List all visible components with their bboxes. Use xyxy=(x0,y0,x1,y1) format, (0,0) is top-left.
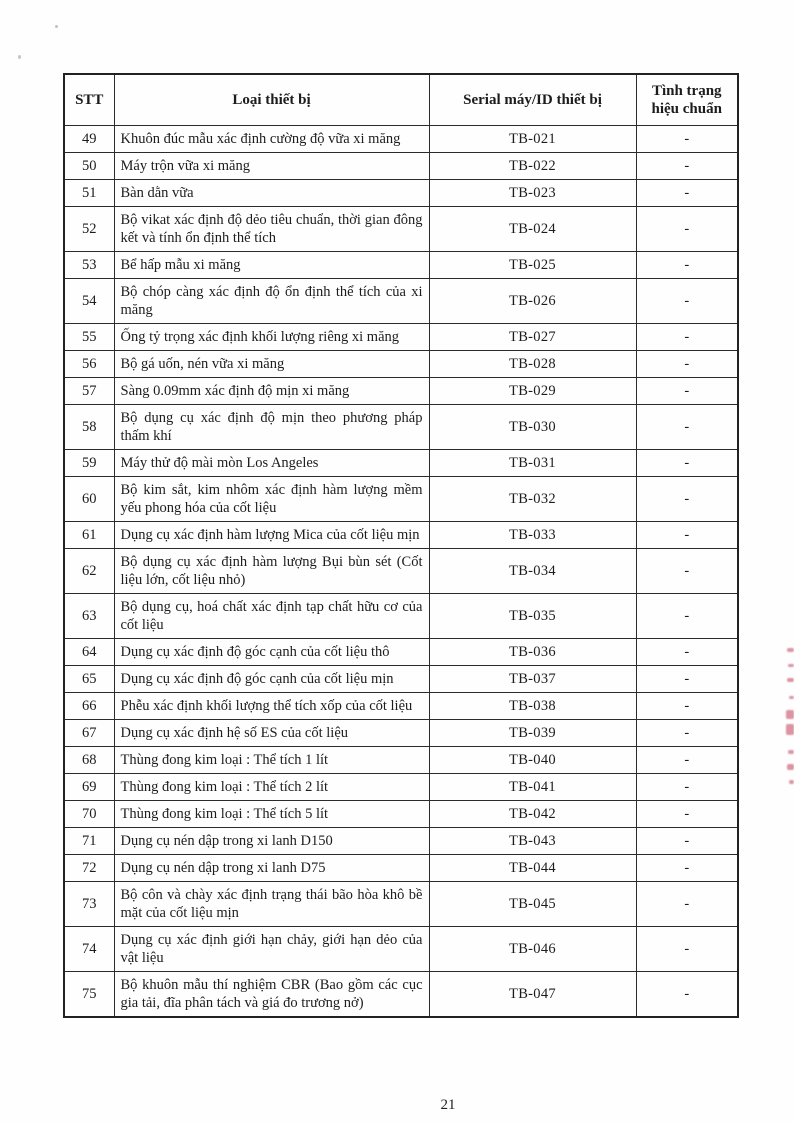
equipment-table xyxy=(63,73,739,1018)
red-ink-mark xyxy=(788,750,794,754)
device-type-cell: Bộ chóp càng xác định độ ổn định thể tích của xi măng xyxy=(114,279,429,324)
col-header-device-type: Loại thiết bị xyxy=(114,74,429,126)
device-type-cell: Dụng cụ xác định độ góc cạnh của cốt liệu mịn xyxy=(114,666,429,693)
red-ink-mark xyxy=(786,710,794,719)
device-type-cell: Dụng cụ xác định độ góc cạnh của cốt liệu thô xyxy=(114,639,429,666)
serial-id-cell: TB-040 xyxy=(429,747,636,774)
device-type-cell: Phễu xác định khối lượng thể tích xốp của cốt liệu xyxy=(114,693,429,720)
table-row xyxy=(64,828,738,855)
table-row xyxy=(64,693,738,720)
serial-id-cell: TB-047 xyxy=(429,972,636,1018)
calibration-status-cell: - xyxy=(636,666,738,693)
table-row xyxy=(64,774,738,801)
calibration-status-cell: - xyxy=(636,477,738,522)
stt-cell: 68 xyxy=(64,747,114,774)
table-row xyxy=(64,351,738,378)
stt-cell: 53 xyxy=(64,252,114,279)
red-ink-mark xyxy=(789,696,794,699)
table-row xyxy=(64,927,738,972)
table-row xyxy=(64,639,738,666)
stt-cell: 52 xyxy=(64,207,114,252)
stt-cell: 73 xyxy=(64,882,114,927)
table-row xyxy=(64,324,738,351)
table-row xyxy=(64,477,738,522)
page-number: 21 xyxy=(440,1097,456,1113)
device-type-cell: Thùng đong kim loại : Thể tích 1 lít xyxy=(114,747,429,774)
scan-speck-artifact xyxy=(55,25,58,28)
calibration-status-cell: - xyxy=(636,972,738,1018)
col-header-calibration-status: Tình trạng hiệu chuẩn xyxy=(636,74,738,126)
serial-id-cell: TB-025 xyxy=(429,252,636,279)
stt-cell: 59 xyxy=(64,450,114,477)
serial-id-cell: TB-044 xyxy=(429,855,636,882)
device-type-cell: Máy thử độ mài mòn Los Angeles xyxy=(114,450,429,477)
stt-cell: 65 xyxy=(64,666,114,693)
stt-cell: 72 xyxy=(64,855,114,882)
stt-cell: 67 xyxy=(64,720,114,747)
table-row xyxy=(64,522,738,549)
serial-id-cell: TB-022 xyxy=(429,153,636,180)
serial-id-cell: TB-023 xyxy=(429,180,636,207)
serial-id-cell: TB-030 xyxy=(429,405,636,450)
serial-id-cell: TB-024 xyxy=(429,207,636,252)
stt-cell: 58 xyxy=(64,405,114,450)
device-type-cell: Dụng cụ nén dập trong xi lanh D75 xyxy=(114,855,429,882)
calibration-status-cell: - xyxy=(636,594,738,639)
calibration-status-cell: - xyxy=(636,378,738,405)
table-row xyxy=(64,972,738,1018)
stt-cell: 70 xyxy=(64,801,114,828)
red-ink-mark xyxy=(786,724,794,735)
device-type-cell: Bàn dằn vữa xyxy=(114,180,429,207)
calibration-status-cell: - xyxy=(636,549,738,594)
stt-cell: 61 xyxy=(64,522,114,549)
table-row xyxy=(64,747,738,774)
device-type-cell: Bộ côn và chày xác định trạng thái bão hòa khô bề mặt của cốt liệu mịn xyxy=(114,882,429,927)
device-type-cell: Ống tỷ trọng xác định khối lượng riêng xi măng xyxy=(114,324,429,351)
device-type-cell: Dụng cụ nén dập trong xi lanh D150 xyxy=(114,828,429,855)
calibration-status-cell: - xyxy=(636,324,738,351)
col-header-serial-id: Serial máy/ID thiết bị xyxy=(429,74,636,126)
table-row xyxy=(64,801,738,828)
calibration-status-cell: - xyxy=(636,828,738,855)
serial-id-cell: TB-028 xyxy=(429,351,636,378)
table-row xyxy=(64,405,738,450)
stt-cell: 62 xyxy=(64,549,114,594)
device-type-cell: Bộ dụng cụ xác định độ mịn theo phương pháp thấm khí xyxy=(114,405,429,450)
serial-id-cell: TB-037 xyxy=(429,666,636,693)
table-row xyxy=(64,855,738,882)
device-type-cell: Bộ dụng cụ, hoá chất xác định tạp chất hữu cơ của cốt liệu xyxy=(114,594,429,639)
stt-cell: 64 xyxy=(64,639,114,666)
calibration-status-cell: - xyxy=(636,639,738,666)
table-row xyxy=(64,252,738,279)
device-type-cell: Bộ dụng cụ xác định hàm lượng Bụi bùn sét (Cốt liệu lớn, cốt liệu nhỏ) xyxy=(114,549,429,594)
calibration-status-cell: - xyxy=(636,153,738,180)
serial-id-cell: TB-027 xyxy=(429,324,636,351)
red-ink-bleed-artifact xyxy=(784,648,794,798)
device-type-cell: Sàng 0.09mm xác định độ mịn xi măng xyxy=(114,378,429,405)
table-row xyxy=(64,720,738,747)
calibration-status-cell: - xyxy=(636,522,738,549)
device-type-cell: Bể hấp mẫu xi măng xyxy=(114,252,429,279)
calibration-status-cell: - xyxy=(636,774,738,801)
red-ink-mark xyxy=(788,664,794,667)
stt-cell: 74 xyxy=(64,927,114,972)
stt-cell: 54 xyxy=(64,279,114,324)
device-type-cell: Khuôn đúc mẫu xác định cường độ vữa xi măng xyxy=(114,126,429,153)
table-header-row xyxy=(64,74,738,126)
stt-cell: 60 xyxy=(64,477,114,522)
serial-id-cell: TB-034 xyxy=(429,549,636,594)
table-row xyxy=(64,207,738,252)
stt-cell: 75 xyxy=(64,972,114,1018)
stt-cell: 63 xyxy=(64,594,114,639)
table-row xyxy=(64,180,738,207)
table-row xyxy=(64,153,738,180)
red-ink-mark xyxy=(789,780,794,784)
calibration-status-cell: - xyxy=(636,450,738,477)
serial-id-cell: TB-041 xyxy=(429,774,636,801)
scan-speck-artifact xyxy=(18,55,21,59)
device-type-cell: Bộ vikat xác định độ dẻo tiêu chuẩn, thời gian đông kết và tính ổn định thể tích xyxy=(114,207,429,252)
calibration-status-cell: - xyxy=(636,207,738,252)
serial-id-cell: TB-026 xyxy=(429,279,636,324)
red-ink-mark xyxy=(787,764,794,770)
calibration-status-cell: - xyxy=(636,126,738,153)
serial-id-cell: TB-043 xyxy=(429,828,636,855)
table-row xyxy=(64,126,738,153)
serial-id-cell: TB-035 xyxy=(429,594,636,639)
serial-id-cell: TB-045 xyxy=(429,882,636,927)
device-type-cell: Thùng đong kim loại : Thể tích 2 lít xyxy=(114,774,429,801)
stt-cell: 49 xyxy=(64,126,114,153)
calibration-status-cell: - xyxy=(636,693,738,720)
stt-cell: 51 xyxy=(64,180,114,207)
calibration-status-cell: - xyxy=(636,927,738,972)
serial-id-cell: TB-029 xyxy=(429,378,636,405)
device-type-cell: Dụng cụ xác định hệ số ES của cốt liệu xyxy=(114,720,429,747)
table-row xyxy=(64,450,738,477)
stt-cell: 66 xyxy=(64,693,114,720)
table-row xyxy=(64,594,738,639)
serial-id-cell: TB-036 xyxy=(429,639,636,666)
stt-cell: 71 xyxy=(64,828,114,855)
serial-id-cell: TB-039 xyxy=(429,720,636,747)
stt-cell: 56 xyxy=(64,351,114,378)
serial-id-cell: TB-032 xyxy=(429,477,636,522)
red-ink-mark xyxy=(787,678,794,682)
serial-id-cell: TB-038 xyxy=(429,693,636,720)
serial-id-cell: TB-033 xyxy=(429,522,636,549)
calibration-status-cell: - xyxy=(636,279,738,324)
calibration-status-cell: - xyxy=(636,801,738,828)
stt-cell: 55 xyxy=(64,324,114,351)
stt-cell: 50 xyxy=(64,153,114,180)
col-header-stt: STT xyxy=(64,74,114,126)
calibration-status-cell: - xyxy=(636,252,738,279)
calibration-status-cell: - xyxy=(636,855,738,882)
calibration-status-cell: - xyxy=(636,747,738,774)
calibration-status-cell: - xyxy=(636,882,738,927)
device-type-cell: Bộ khuôn mẫu thí nghiệm CBR (Bao gồm các cục gia tải, đĩa phân tách và giá đo trương nở) xyxy=(114,972,429,1018)
device-type-cell: Dụng cụ xác định giới hạn chảy, giới hạn dẻo của vật liệu xyxy=(114,927,429,972)
device-type-cell: Bộ kim sắt, kim nhôm xác định hàm lượng mềm yếu phong hóa của cốt liệu xyxy=(114,477,429,522)
table-row xyxy=(64,882,738,927)
table-row xyxy=(64,279,738,324)
table-row xyxy=(64,378,738,405)
serial-id-cell: TB-042 xyxy=(429,801,636,828)
device-type-cell: Bộ gá uốn, nén vữa xi măng xyxy=(114,351,429,378)
serial-id-cell: TB-046 xyxy=(429,927,636,972)
device-type-cell: Dụng cụ xác định hàm lượng Mica của cốt liệu mịn xyxy=(114,522,429,549)
calibration-status-cell: - xyxy=(636,720,738,747)
device-type-cell: Thùng đong kim loại : Thể tích 5 lít xyxy=(114,801,429,828)
stt-cell: 69 xyxy=(64,774,114,801)
table-row xyxy=(64,549,738,594)
red-ink-mark xyxy=(787,648,794,652)
calibration-status-cell: - xyxy=(636,180,738,207)
serial-id-cell: TB-021 xyxy=(429,126,636,153)
stt-cell: 57 xyxy=(64,378,114,405)
serial-id-cell: TB-031 xyxy=(429,450,636,477)
table-row xyxy=(64,666,738,693)
calibration-status-cell: - xyxy=(636,351,738,378)
calibration-status-cell: - xyxy=(636,405,738,450)
device-type-cell: Máy trộn vữa xi măng xyxy=(114,153,429,180)
